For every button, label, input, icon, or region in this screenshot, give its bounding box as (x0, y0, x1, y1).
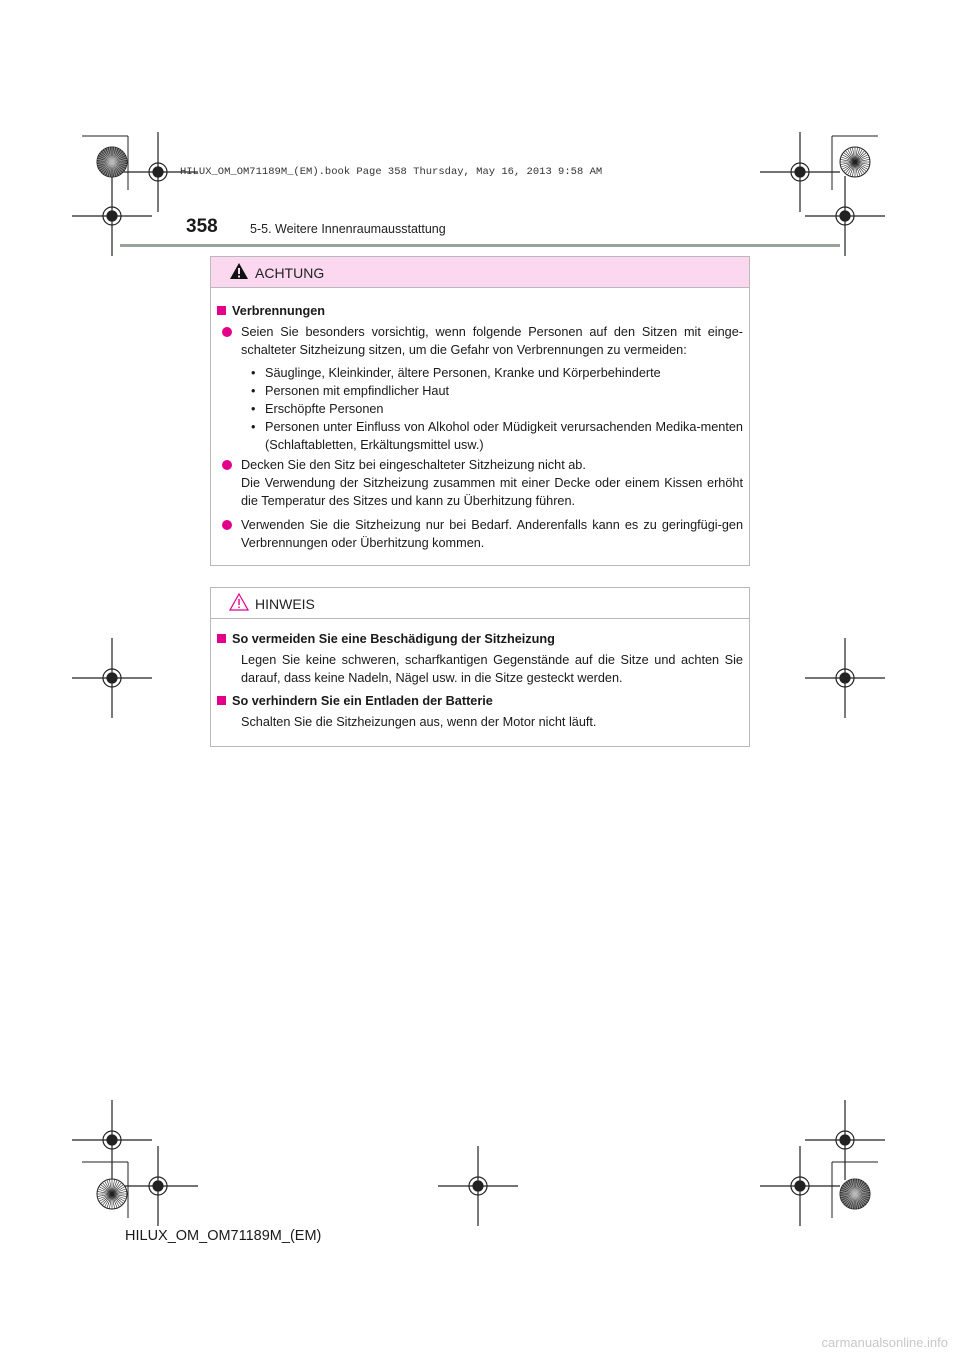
square-bullet-icon (217, 634, 226, 643)
footer-code: HILUX_OM_OM71189M_(EM) (125, 1228, 322, 1244)
square-bullet-icon (217, 306, 226, 315)
paragraph: Legen Sie keine schweren, scharfkantigen Gegenstände auf die Sitze und achten Sie darauf, dass keine Nadeln, Nägel usw. in die Sitze gesteckt werden. (241, 653, 743, 685)
section-heading (217, 692, 493, 710)
hinweis-header (211, 588, 749, 619)
header-rule (120, 244, 840, 247)
paragraph: Verwenden Sie die Sitzheizung nur bei Bedarf. Anderenfalls kann es zu geringfügi-gen Verbrennungen oder Überhitzung kommen. (241, 518, 743, 550)
list-item: • Personen mit empfindlicher Haut (251, 382, 743, 400)
list-item: • Personen unter Einfluss von Alkohol oder Müdigkeit verursachenden Medika-menten (Schlaftabletten, Erkältungsmittel usw.) (251, 418, 743, 454)
book-info-line: HILUX_OM_OM71189M_(EM).book Page 358 Thursday, May 16, 2013 9:58 AM (180, 166, 603, 178)
paragraph: Seien Sie besonders vorsichtig, wenn folgende Personen auf den Sitzen mit einge-schalteter Sitzheizung sitzen, um die Gefahr von Verbrennungen zu vermeiden: (241, 325, 743, 357)
watermark: carmanualsonline.info (821, 1335, 948, 1350)
achtung-title: ACHTUNG (255, 265, 325, 281)
section-title: 5-5. Weitere Innenraumausstattung (250, 222, 446, 236)
section-heading (217, 630, 555, 648)
list-item: • Säuglinge, Kleinkinder, ältere Personen, Kranke und Körperbehinderte (251, 364, 743, 382)
heading-text: So vermeiden Sie eine Beschädigung der Sitzheizung (232, 632, 555, 646)
section-heading (217, 302, 325, 320)
paragraph: Die Verwendung der Sitzheizung zusammen mit einer Decke oder einem Kissen erhöht die Temperatur des Sitzes und kann zu Überhitzung führen. (241, 476, 743, 508)
paragraph: Decken Sie den Sitz bei eingeschalteter Sitzheizung nicht ab. (241, 456, 743, 474)
achtung-header (211, 257, 749, 288)
square-bullet-icon (217, 696, 226, 705)
heading-text: Verbrennungen (232, 304, 326, 318)
paragraph: Schalten Sie die Sitzheizungen aus, wenn der Motor nicht läuft. (241, 715, 597, 729)
warning-triangle-icon (229, 262, 249, 280)
notice-triangle-icon (229, 593, 249, 611)
page-number: 358 (186, 216, 218, 237)
achtung-box (210, 256, 750, 566)
list-item: • Erschöpfte Personen (251, 400, 743, 418)
heading-text: So verhindern Sie ein Entladen der Batterie (232, 694, 493, 708)
hinweis-title: HINWEIS (255, 596, 315, 612)
hinweis-box (210, 587, 750, 747)
